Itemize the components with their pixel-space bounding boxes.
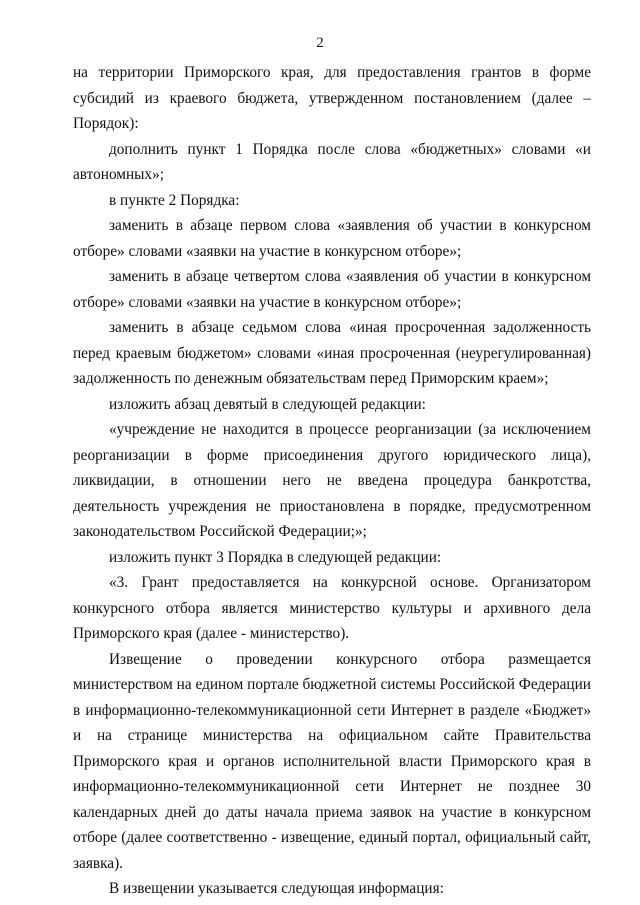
document-body: [73, 60, 591, 902]
paragraph-notice-info: В извещении указывается следующая информация:: [109, 880, 444, 897]
paragraph-item-2-ninth-text: «учреждение не находится в процессе реорганизации (за исключением реорганизации в форме присоединения другого юридического лица), ликвидации, в отношении него не введена процедура банкротства, деятельность учреждения не приостановлена в порядке, предусмотренном законодательством Российской Федерации;»;: [73, 421, 591, 540]
paragraph-item-3-heading: изложить пункт 3 Порядка в следующей редакции:: [109, 548, 442, 566]
paragraph-item-2-heading: в пункте 2 Порядка:: [109, 191, 240, 209]
paragraph-continuation: на территории Приморского края, для предоставления грантов в форме субсидий из краевого бюджета, утвержденном постановлением (далее – Порядок):: [73, 64, 591, 132]
paragraph-notice-placement: Извещение о проведении конкурсного отбора размещается министерством на едином портале бюджетной системы Российской Федерации в информационно-телекоммуникационной сети Интернет в разделе «Бюджет» и на странице министерства на официальном сайте Правительства Приморского края и органов исполнительной власти Приморского края в информационно-телекоммуникационной сети Интернет не позднее 30 календарных дней до даты начала приема заявок на участие в конкурсном отборе (далее соответственно - извещение, единый портал, официальный сайт, заявка).: [73, 650, 591, 872]
paragraph-item-2-first: заменить в абзаце первом слова «заявления об участии в конкурсном отборе» словами «заявки на участие в конкурсном отборе»;: [73, 217, 591, 260]
paragraph-item-3-text: «3. Грант предоставляется на конкурсной основе. Организатором конкурсного отбора является министерство культуры и архивного дела Приморского края (далее - министерство).: [73, 574, 591, 642]
paragraph-item-1-amendment: дополнить пункт 1 Порядка после слова «бюджетных» словами «и автономных»;: [73, 140, 591, 183]
paragraph-item-2-seventh: заменить в абзаце седьмом слова «иная просроченная задолженность перед краевым бюджетом» словами «иная просроченная (неурегулированная) задолженность по денежным обязательствам перед Приморским краем»;: [73, 319, 591, 387]
paragraph-item-2-fourth: заменить в абзаце четвертом слова «заявления об участии в конкурсном отборе» словами «заявки на участие в конкурсном отборе»;: [73, 268, 591, 311]
paragraph-item-2-ninth-heading: изложить абзац девятый в следующей редакции:: [109, 395, 426, 413]
page-number: 2: [316, 35, 324, 51]
